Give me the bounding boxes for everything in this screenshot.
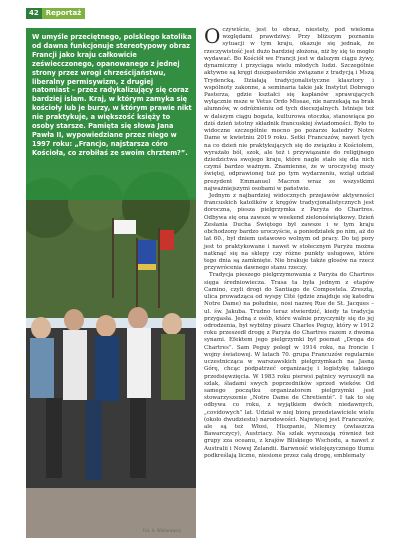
- article-paragraph-1: [204, 24, 374, 193]
- page-header: [26, 8, 85, 19]
- article-paragraph-1-text: czywiście, jest to obraz, niestety, pod wieloma względami prawdziwy. Przy bliższym poznaniu sytuacji w tym kraju, okazuje się jednak, że rzeczywistość jest dużo bardziej złożona, niż by się to mogło wydawać. Bo Kościół we Francji jest w dalszym ciągu żywy, dynamiczny i przyciąga wielu młodych ludzi. Szczególnie aktywne są kręgi duszpasterskie związane z tradycją i Mszą Trydencką. Działają tradycjonalistyczne klasztory i wspólnoty zakonne, a seminaria takie jak Instytut Dobrego Pasterza, gdzie kształci się kapłanów sprawujących wyłącznie msze w Vetus Ordo Missae, nie narzekają na brak alumnów, w odróżnieniu od tych diecezjalnych. Istnieje też w dalszym ciągu bogata, kulturowa otoczka, stanowiąca po dziś dzień istotny składnik francuskiej świadomości. Było to widoczne szczególnie mocno po pożarze katedry Notre Dame w kwietniu 2019 roku. Setki Francuzów, nawet tych na co dzień nie praktykujących się do związku z Kościołem, wyrażało ból, szok, ale też i przywiązanie do religijnego dziedzictwa swojego kraju, które nagle stało się dla nich czymś bardzo ważnym. Znamienne, że w uroczystej mszy świętej, odprawionej tuż po tym wydarzeniu, wziął udział prezydent Emmanuel Macron wraz ze wszystkimi najważniejszymi osobami w państwie.: [204, 27, 374, 192]
- article-paragraph-2: Jednym z najbardziej widocznych przejawów aktywności francuskich katolików z kręgów tradycjonalistycznych jest doroczna, piesza pielgrzymka z Paryża do Chartres. Odbywa się ona zawsze w weekend zielonoświątkowy. Dzień Zesłania Ducha Świętego był zawsze i w tym kraju obchodzony bardzo uroczyście, a poniedziałek po nim, aż do lat 60., był dniem ustawowo wolnym od pracy. Do tej pory jest to praktykowane i nawet w stołecznym Paryżu można natknąć się na sklepy czy różne punkty usługowe, które tego dnia są zamknięte. Nie brakuje także głosów na rzecz przywrócenia dawnego stanu rzeczy.: [204, 193, 374, 272]
- page-number: 42: [26, 8, 42, 19]
- drop-cap: O: [204, 24, 221, 48]
- photo-credit: Fot. A. Wiktorowicz: [143, 528, 181, 533]
- article-body: [204, 24, 374, 537]
- section-label: Reportaż: [42, 8, 86, 19]
- article-paragraph-3: Tradycja pieszego pielgrzymowania z Paryża do Chartres sięga średniowiecza. Trasa ta była jednym z etapów Camino, czyli drogi do Santiago de Compostela. Zresztą, ulica prowadząca od wyspy Cité (gdzie znajduje się katedra Notre Dame) na południe, nosi nazwę Rue de St. Jacques – ul. św. Jakuba. Trudno teraz stwierdzić, kiedy ta tradycja przygasła. Jedną z osób, które walnie przyczyniły się do jej odrodzenia, był wybitny pisarz Charles Peguy, który w 1912 roku przeszedł drogę z Paryża do Chartres razem z dwoma synami. Efektem jego pielgrzymki był poemat „Droga do Chartres”. Sam Peguy poległ w 1914 roku, na froncie I wojny światowej. W latach 70. grupa Francuzów regularnie uczestnicząca w warszawskich pielgrzymkach na Jasną Górę, chcąc podpatrzeć organizację i logistykę takiego przedsięwzięcia. W 1983 roku pierwsi pątnicy wyruszyli na szlak, śladami swych poprzedników sprzed wieków. Od samego początku organizatorem pielgrzymki jest stowarzyszenie „Notre Dame de Chretienté”. I tak to się odbywa co roku, z wyjątkiem dwóch niedawnych, „covidowych” lat. Udział w niej biorą przedstawiciele wielu (około dwudziestu) narodowości. Najwięcej jest Francuzów, ale są też Włosi, Hiszpanie, Niemcy (zwłaszcza Bawarczycy), Austriacy. Na szlak wyruszają również też grupy zza oceanu, z krajów Bliskiego Wschodu, a nawet z Australii i Nowej Zelandii. Barwność wielojęzycznego tłumu podkreślają liczne, niesione przez całą drogę, emblematy: [204, 272, 374, 459]
- pullquote-text: W umyśle przeciętnego, polskiego katolika od dawna funkcjonuje stereotypowy obraz Francji jako kraju całkowicie zeświecczonego, opanowanego z jednej strony przez wrogi chrześcijaństwu, liberalny permisywizm, z drugiej natomiast – przez radykalizujący się coraz bardziej islam. Kraj, w którym zamyka się kościoły lub je burzy, w którym prawie nikt nie praktykuje, a większość księży to osoby starsze. Pamięta się słowa Jana Pawła II, wypowiedziane przez niego w 1997 roku: „Francjo, najstarsza córo Kościoła, co zrobiłaś ze swoim chrztem?”.: [32, 33, 192, 157]
